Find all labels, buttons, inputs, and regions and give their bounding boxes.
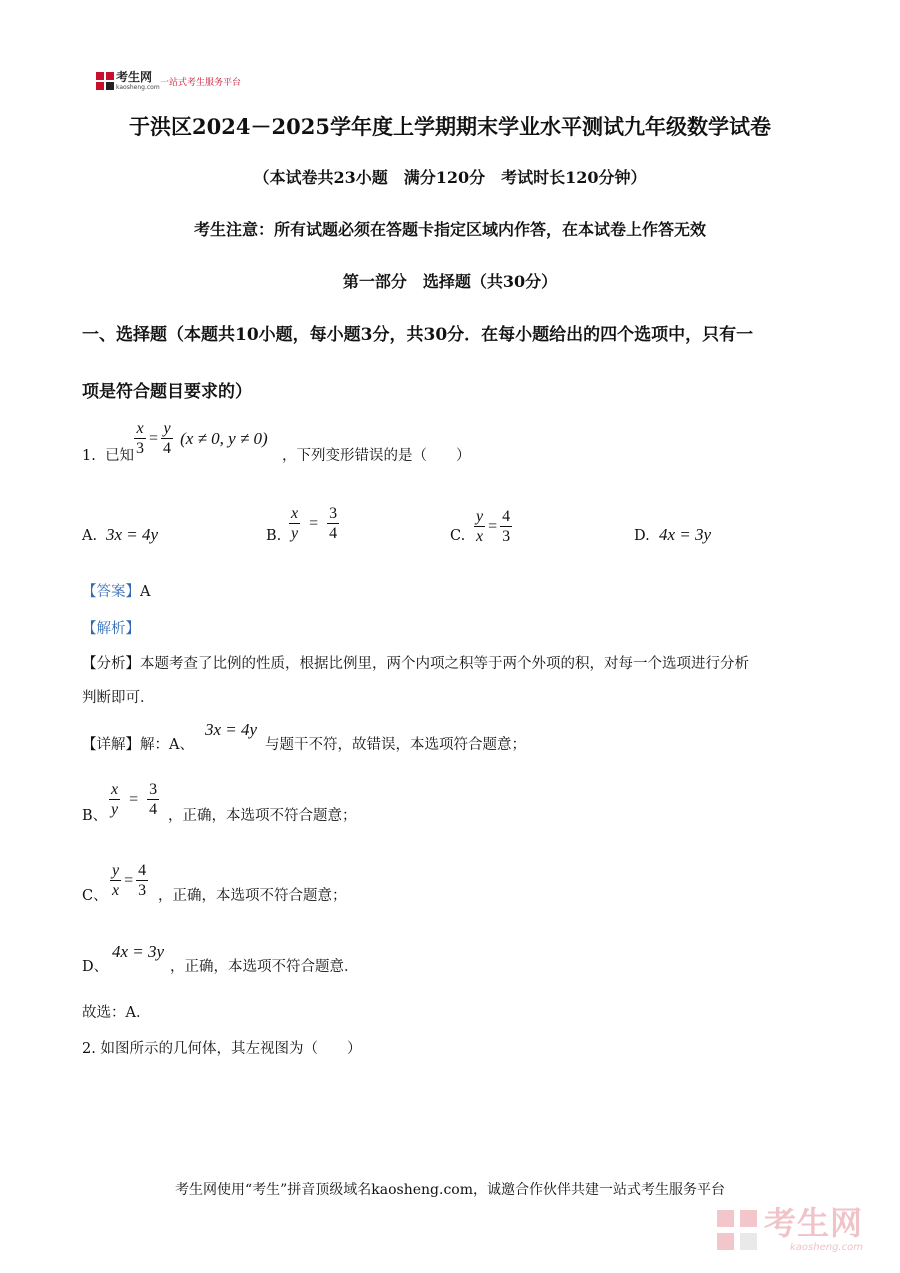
q1-option-d: 4x = 3y [659,525,712,544]
detail-a-expr: 3x = 4y [205,720,258,739]
q1-option-b: $\frac{x}{y}$ = $\frac{3}{4}$ [291,505,338,542]
exam-title: 于洪区2024－2025学年度上学期期末学业水平测试九年级数学试卷 [129,114,771,139]
answer-value: A [140,584,151,600]
logo-domain: kaosheng.com [116,84,160,91]
exam-notice: 考生注意：所有试题必须在答题卡指定区域内作答，在本试卷上作答无效 [193,220,706,239]
watermark-domain: kaosheng.com [790,1242,863,1253]
detail-d-expr: 4x = 3y [112,942,165,961]
q1-answer [82,582,150,602]
detail-d-text: ，正确，本选项不符合题意． [170,959,359,975]
detail-a-prefix: 【详解】解：A、 [82,737,194,753]
detail-b-expr: $\frac{x}{y}$ = $\frac{3}{4}$ [111,781,158,818]
q1-frac-left: $\frac{x}{3}$ [136,420,144,457]
logo-slogan: 一站式考生服务平台 [160,78,242,88]
detail-b-text: ，正确，本选项不符合题意； [168,808,357,824]
logo-name: 考生网 [116,70,153,84]
part-heading: 第一部分 选择题（共30分） [342,272,558,291]
section-heading: 一、选择题（本题共10小题，每小题3分，共30分．在每小题给出的四个选项中，只有一 [82,325,754,345]
q1-option-c: $\frac{y}{x}$ = $\frac{4}{3}$ [476,508,511,545]
q1-frac-right: $\frac{y}{4}$ [163,420,172,457]
q1-option-b-label: B. [266,528,282,544]
footer-text: 考生网使用“考生”拼音顶级域名kaosheng.com，诚邀合作伙伴共建一站式考生服务平台 [174,1182,726,1198]
exam-info: （本试卷共23小题 满分120分 考试时长120分钟） [253,168,647,187]
answer-tag: 【答案】 [82,584,140,600]
detail-c-expr: $\frac{y}{x}$ = $\frac{4}{3}$ [112,862,147,899]
q1-given-equation: $\frac{x}{3}$ = $\frac{y}{4}$ (x ≠ 0, y ≠ 0) [136,420,268,457]
watermark-logo-icon [717,1210,757,1250]
q1-option-d-label: D. [634,528,650,544]
detail-d-label: D、 [82,959,109,975]
q1-option-c-label: C. [450,528,466,544]
q1-option-a-label: A. [82,528,98,544]
analysis-line-1: 【分析】本题考查了比例的性质，根据比例里，两个内项之积等于两个外项的积，对每一个选项进行分析 [82,656,749,672]
section-heading-cont: 项是符合题目要求的） [82,382,252,402]
q1-stem-suffix: ，下列变形错误的是（ ） [282,448,471,464]
q2-stem: 2. 如图所示的几何体，其左视图为（ ） [82,1041,362,1057]
q1-option-a: 3x = 4y [106,525,159,544]
detail-b-label: B、 [82,808,108,824]
analysis-line-2: 判断即可． [82,690,155,706]
detail-c-text: ，正确，本选项不符合题意； [158,888,347,904]
detail-c-label: C、 [82,888,108,904]
q1-number: 1. 已知 [82,448,135,464]
logo-icon [96,72,114,90]
analysis-tag: 【解析】 [82,621,140,637]
detail-a-text: 与题干不符，故错误，本选项符合题意； [265,737,526,753]
q1-condition: (x ≠ 0, y ≠ 0) [180,428,268,448]
watermark-name: 考生网 [764,1204,864,1242]
q1-conclusion: 故选：A． [82,1005,151,1021]
